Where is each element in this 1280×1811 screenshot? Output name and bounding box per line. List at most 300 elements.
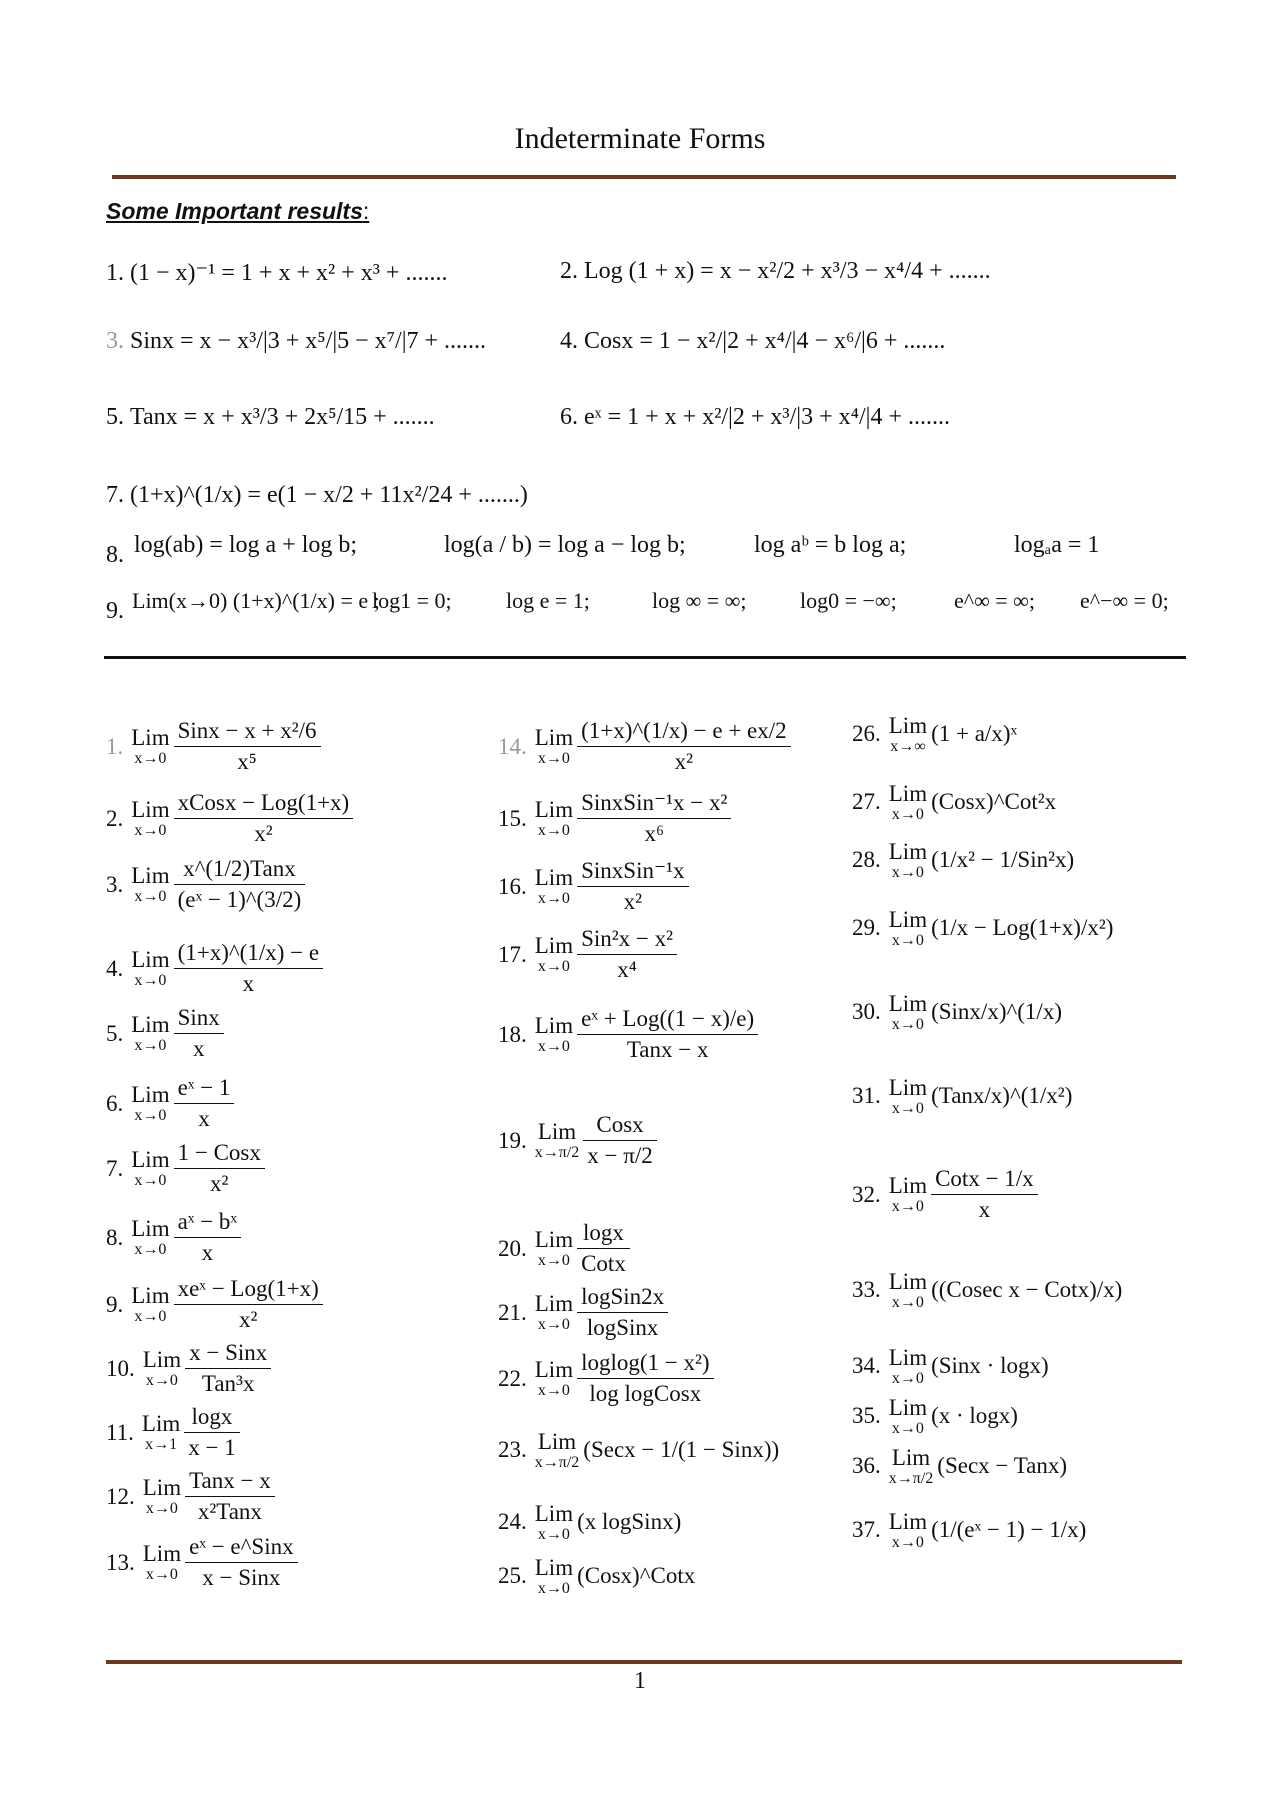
limit-approach: x→0 bbox=[145, 1500, 178, 1518]
limit-word: Lim bbox=[888, 781, 928, 806]
limit-approach: x→π/2 bbox=[888, 1470, 934, 1487]
limit-fraction bbox=[577, 858, 688, 916]
problem-item bbox=[106, 940, 323, 998]
limit-operator bbox=[131, 1148, 169, 1189]
limit-word: Lim bbox=[888, 1269, 928, 1294]
result-number: 3. bbox=[106, 328, 124, 354]
limit-word: Lim bbox=[131, 1147, 170, 1173]
limit-operator bbox=[889, 1270, 927, 1311]
limit-fraction bbox=[577, 1220, 630, 1278]
problem-number: 3. bbox=[106, 871, 124, 897]
limit-word: Lim bbox=[131, 947, 170, 973]
limit-operator bbox=[889, 1396, 927, 1437]
limit-operator bbox=[535, 866, 573, 907]
limit-operator bbox=[131, 726, 169, 767]
problem-item bbox=[852, 1270, 1122, 1311]
limit-fraction bbox=[577, 1350, 713, 1408]
result-item bbox=[560, 328, 945, 355]
limit-fraction bbox=[577, 1006, 758, 1064]
fraction-denominator: Tan³x bbox=[201, 1371, 255, 1397]
problem-number: 16. bbox=[498, 873, 527, 899]
limit-operator bbox=[131, 1217, 169, 1258]
limit-operator bbox=[889, 714, 927, 755]
limit-approach: x→0 bbox=[145, 1372, 178, 1390]
problem-item bbox=[498, 790, 731, 848]
problem-number: 25. bbox=[498, 1563, 527, 1589]
limit-fraction bbox=[174, 790, 354, 848]
standard-limit: log0 = −∞; bbox=[800, 588, 897, 613]
limit-expression: (Tanx/x)^(1/x²) bbox=[931, 1083, 1073, 1109]
problem-number: 7. bbox=[106, 1155, 124, 1181]
limit-word: Lim bbox=[131, 1012, 170, 1038]
problem-item bbox=[106, 718, 321, 776]
result-item bbox=[560, 404, 950, 431]
limit-word: Lim bbox=[888, 991, 928, 1016]
problem-item bbox=[106, 1075, 234, 1133]
problem-number: 13. bbox=[106, 1549, 135, 1575]
limit-expression: ((Cosec x − Cotx)/x) bbox=[931, 1277, 1123, 1303]
result-expression: (1+x)^(1/x) = e(1 − x/2 + 11x²/24 + .......) bbox=[130, 482, 528, 508]
problem-number: 21. bbox=[498, 1299, 527, 1325]
limit-word: Lim bbox=[537, 1119, 577, 1145]
limit-operator bbox=[889, 1174, 927, 1215]
fraction-numerator: loglog(1 − x²) bbox=[577, 1350, 713, 1379]
limit-approach: x→0 bbox=[891, 1198, 924, 1216]
problem-number: 31. bbox=[852, 1083, 881, 1109]
limit-word: Lim bbox=[888, 1173, 928, 1199]
problem-number: 24. bbox=[498, 1509, 527, 1535]
fraction-numerator: logSin2x bbox=[577, 1284, 668, 1313]
limit-approach: x→0 bbox=[891, 1294, 924, 1311]
problem-item bbox=[852, 1510, 1086, 1551]
problem-number: 20. bbox=[498, 1235, 527, 1261]
page-number: 1 bbox=[634, 1668, 646, 1694]
section-heading-colon: : bbox=[362, 198, 370, 224]
log-identities-list bbox=[124, 532, 1144, 562]
log-identity: log(ab) = log a + log b; bbox=[134, 532, 358, 558]
limit-operator bbox=[889, 1076, 927, 1117]
problem-number: 11. bbox=[106, 1419, 134, 1445]
limit-approach: x→0 bbox=[145, 1566, 178, 1584]
problem-number: 34. bbox=[852, 1353, 881, 1379]
problem-number: 23. bbox=[498, 1437, 527, 1463]
fraction-numerator: SinxSin⁻¹x bbox=[577, 858, 688, 887]
limit-expression: (1 + a/x)ˣ bbox=[931, 721, 1018, 747]
fraction-numerator: (1+x)^(1/x) − e + ex/2 bbox=[577, 718, 791, 747]
footer-rule bbox=[106, 1660, 1182, 1664]
fraction-denominator: x⁴ bbox=[617, 957, 637, 983]
result-expression: Log (1 + x) = x − x²/2 + x³/3 − x⁴/4 + ....... bbox=[584, 258, 991, 284]
limit-operator bbox=[143, 1476, 181, 1517]
limit-approach: x→0 bbox=[134, 750, 167, 768]
problem-item bbox=[852, 714, 1017, 755]
limit-expression: (Cosx)^Cotx bbox=[577, 1563, 696, 1589]
page-title: Indeterminate Forms bbox=[514, 122, 766, 155]
problem-number: 28. bbox=[852, 847, 881, 873]
result-number: 4. bbox=[560, 328, 578, 354]
problem-number: 32. bbox=[852, 1181, 881, 1207]
problem-number: 29. bbox=[852, 915, 881, 941]
limit-word: Lim bbox=[131, 725, 170, 751]
limit-word: Lim bbox=[131, 863, 170, 889]
limit-expression: (1/(eˣ − 1) − 1/x) bbox=[931, 1517, 1087, 1543]
result-number: 8. bbox=[106, 542, 124, 568]
problem-item bbox=[498, 1112, 657, 1170]
fraction-denominator: x bbox=[242, 971, 255, 997]
fraction-numerator: Tanx − x bbox=[185, 1468, 275, 1497]
fraction-denominator: x⁶ bbox=[644, 821, 664, 847]
fraction-denominator: x² bbox=[623, 889, 642, 915]
result-expression: (1 − x)⁻¹ = 1 + x + x² + x³ + ....... bbox=[130, 260, 448, 286]
limit-word: Lim bbox=[888, 1075, 928, 1100]
limit-approach: x→0 bbox=[537, 750, 570, 768]
standard-limit: log e = 1; bbox=[506, 588, 590, 613]
problem-number: 36. bbox=[852, 1453, 881, 1479]
limit-word: Lim bbox=[888, 1395, 928, 1420]
fraction-numerator: x − Sinx bbox=[185, 1340, 271, 1369]
limit-approach: x→∞ bbox=[890, 738, 926, 755]
fraction-numerator: Sin²x − x² bbox=[577, 926, 677, 955]
limit-fraction bbox=[931, 1166, 1038, 1224]
problem-item bbox=[106, 1534, 298, 1592]
limit-operator bbox=[131, 1083, 169, 1124]
limit-fraction bbox=[174, 1209, 241, 1267]
limit-word: Lim bbox=[534, 725, 574, 751]
problem-item bbox=[852, 1396, 1018, 1437]
limit-approach: x→π/2 bbox=[534, 1144, 580, 1162]
limit-approach: x→0 bbox=[891, 1534, 924, 1551]
fraction-denominator: x² bbox=[254, 821, 273, 847]
standard-limit: log ∞ = ∞; bbox=[652, 588, 747, 613]
fraction-denominator: x − Sinx bbox=[202, 1565, 281, 1591]
problem-number: 8. bbox=[106, 1224, 124, 1250]
result-number: 7. bbox=[106, 482, 124, 508]
problem-number: 14. bbox=[498, 733, 527, 759]
problem-number: 15. bbox=[498, 805, 527, 831]
limit-operator bbox=[889, 1346, 927, 1387]
problem-number: 9. bbox=[106, 1291, 124, 1317]
limit-approach: x→0 bbox=[537, 1580, 570, 1597]
limit-approach: x→0 bbox=[134, 972, 167, 990]
limit-word: Lim bbox=[888, 1345, 928, 1370]
limit-fraction bbox=[577, 1284, 668, 1342]
limit-operator bbox=[535, 1014, 573, 1055]
limit-expression: (1/x² − 1/Sin²x) bbox=[931, 847, 1075, 873]
problem-number: 19. bbox=[498, 1127, 527, 1153]
result-item bbox=[106, 258, 447, 287]
result-expression: Sinx = x − x³/|3 + x⁵/|5 − x⁷/|7 + ....... bbox=[130, 328, 487, 354]
limit-operator bbox=[131, 1013, 169, 1054]
limit-approach: x→0 bbox=[134, 1308, 167, 1326]
limit-word: Lim bbox=[534, 865, 574, 891]
limit-operator bbox=[535, 1292, 573, 1333]
problem-number: 6. bbox=[106, 1090, 124, 1116]
log-identity: log aᵇ = b log a; bbox=[754, 532, 907, 558]
problem-item bbox=[106, 1140, 265, 1198]
limit-word: Lim bbox=[142, 1475, 182, 1501]
fraction-denominator: x bbox=[198, 1106, 210, 1132]
limit-expression: (Cosx)^Cot²x bbox=[931, 789, 1057, 815]
problem-number: 12. bbox=[106, 1483, 135, 1509]
problem-number: 10. bbox=[106, 1355, 135, 1381]
result-expression: Cosx = 1 − x²/|2 + x⁴/|4 − x⁶/|6 + ....... bbox=[584, 328, 946, 354]
limit-word: Lim bbox=[534, 1227, 574, 1253]
limit-operator bbox=[131, 798, 169, 839]
limit-operator bbox=[143, 1348, 181, 1389]
limit-fraction bbox=[577, 790, 731, 848]
section-divider bbox=[104, 656, 1186, 659]
limit-operator bbox=[535, 1228, 573, 1269]
problem-item bbox=[498, 1284, 668, 1342]
problem-item bbox=[106, 1209, 241, 1267]
result-number: 2. bbox=[560, 258, 578, 284]
limit-fraction bbox=[185, 1468, 275, 1526]
limit-approach: x→0 bbox=[891, 1100, 924, 1117]
limit-operator bbox=[889, 782, 927, 823]
limit-word: Lim bbox=[131, 1283, 170, 1309]
fraction-numerator: SinxSin⁻¹x − x² bbox=[577, 790, 731, 819]
problem-item bbox=[498, 1502, 681, 1543]
fraction-denominator: x⁵ bbox=[237, 749, 257, 775]
problem-number: 1. bbox=[106, 733, 124, 759]
limit-approach: x→0 bbox=[891, 932, 924, 949]
standard-limit: Lim(x→0) (1+x)^(1/x) = e ; bbox=[132, 588, 380, 613]
limit-approach: x→π/2 bbox=[534, 1454, 580, 1471]
limit-operator bbox=[535, 1556, 573, 1597]
fraction-denominator: logSinx bbox=[586, 1315, 659, 1341]
limit-approach: x→0 bbox=[537, 1526, 570, 1543]
limit-operator bbox=[889, 840, 927, 881]
problem-number: 30. bbox=[852, 999, 881, 1025]
fraction-denominator: log logCosx bbox=[589, 1381, 702, 1407]
fraction-denominator: x bbox=[978, 1197, 991, 1223]
fraction-numerator: logx bbox=[577, 1220, 630, 1249]
limit-expression: (x logSinx) bbox=[577, 1509, 682, 1535]
limit-word: Lim bbox=[888, 907, 928, 932]
fraction-numerator: xCosx − Log(1+x) bbox=[174, 790, 354, 819]
limit-operator bbox=[535, 934, 573, 975]
fraction-numerator: Sinx − x + x²/6 bbox=[174, 718, 321, 747]
limit-word: Lim bbox=[537, 1429, 577, 1454]
problem-item bbox=[852, 1166, 1038, 1224]
limit-approach: x→0 bbox=[537, 1038, 570, 1056]
limit-word: Lim bbox=[131, 1216, 170, 1242]
result-item bbox=[560, 258, 991, 285]
result-expression: eˣ = 1 + x + x²/|2 + x³/|3 + x⁴/|4 + ....... bbox=[584, 404, 950, 430]
problem-item bbox=[106, 1276, 323, 1334]
limit-expression: (x · logx) bbox=[931, 1403, 1018, 1429]
problem-item bbox=[106, 790, 353, 848]
result-item bbox=[106, 404, 435, 431]
limit-expression: (Secx − 1/(1 − Sinx)) bbox=[583, 1437, 780, 1463]
standard-limit: e^−∞ = 0; bbox=[1080, 588, 1169, 613]
fraction-numerator: eˣ − e^Sinx bbox=[185, 1534, 298, 1563]
fraction-numerator: xeˣ − Log(1+x) bbox=[174, 1276, 323, 1305]
limit-word: Lim bbox=[888, 713, 928, 738]
problem-item bbox=[106, 1340, 271, 1398]
fraction-numerator: (1+x)^(1/x) − e bbox=[174, 940, 323, 969]
limit-word: Lim bbox=[534, 1291, 574, 1317]
limit-word: Lim bbox=[142, 1541, 182, 1567]
problem-number: 33. bbox=[852, 1277, 881, 1303]
limit-fraction bbox=[174, 1005, 224, 1063]
problem-item bbox=[498, 858, 689, 916]
fraction-numerator: aˣ − bˣ bbox=[174, 1209, 241, 1238]
fraction-denominator: x − π/2 bbox=[587, 1143, 653, 1169]
limit-word: Lim bbox=[534, 933, 574, 959]
result-expression: Tanx = x + x³/3 + 2x⁵/15 + ....... bbox=[130, 404, 435, 430]
problem-item bbox=[498, 1556, 695, 1597]
log-identities-row bbox=[106, 532, 1144, 569]
limit-approach: x→0 bbox=[891, 1370, 924, 1387]
problem-item bbox=[852, 1346, 1049, 1387]
limit-operator bbox=[535, 1358, 573, 1399]
limit-operator bbox=[131, 948, 169, 989]
limit-word: Lim bbox=[131, 1082, 170, 1108]
limit-approach: x→0 bbox=[537, 1316, 570, 1334]
limit-approach: x→0 bbox=[134, 888, 167, 906]
problem-number: 26. bbox=[852, 721, 881, 747]
result-number: 6. bbox=[560, 404, 578, 430]
fraction-denominator: x² bbox=[210, 1171, 229, 1197]
limit-approach: x→0 bbox=[134, 822, 167, 840]
limit-word: Lim bbox=[534, 1013, 574, 1039]
problem-item bbox=[498, 1350, 714, 1408]
limit-word: Lim bbox=[534, 1555, 574, 1580]
problem-number: 37. bbox=[852, 1517, 881, 1543]
problem-number: 27. bbox=[852, 789, 881, 815]
limit-word: Lim bbox=[141, 1411, 181, 1437]
problem-number: 4. bbox=[106, 955, 124, 981]
problem-item bbox=[852, 840, 1074, 881]
limit-approach: x→0 bbox=[537, 1252, 570, 1270]
fraction-numerator: eˣ − 1 bbox=[174, 1075, 235, 1104]
limit-operator bbox=[889, 908, 927, 949]
header-rule bbox=[112, 175, 1176, 179]
problem-item bbox=[852, 908, 1113, 949]
limit-approach: x→0 bbox=[537, 958, 570, 976]
fraction-numerator: Cosx bbox=[583, 1112, 656, 1141]
fraction-numerator: x^(1/2)Tanx bbox=[174, 856, 306, 885]
limit-approach: x→1 bbox=[145, 1436, 178, 1454]
limit-operator bbox=[131, 864, 169, 905]
problem-item bbox=[852, 1076, 1072, 1117]
problem-item bbox=[498, 1006, 758, 1064]
fraction-denominator: x − 1 bbox=[188, 1435, 236, 1461]
limit-approach: x→0 bbox=[537, 822, 570, 840]
limit-fraction bbox=[583, 1112, 656, 1170]
fraction-denominator: Cotx bbox=[581, 1251, 626, 1277]
limit-approach: x→0 bbox=[891, 864, 924, 881]
limit-approach: x→0 bbox=[537, 1382, 570, 1400]
limit-operator bbox=[535, 1502, 573, 1543]
limit-approach: x→0 bbox=[134, 1037, 167, 1055]
result-number: 9. bbox=[106, 598, 124, 624]
fraction-numerator: Sinx bbox=[174, 1005, 224, 1034]
fraction-denominator: Tanx − x bbox=[626, 1037, 709, 1063]
standard-limits-list bbox=[124, 588, 1169, 618]
problem-number: 17. bbox=[498, 941, 527, 967]
limit-approach: x→0 bbox=[134, 1172, 167, 1190]
limit-operator bbox=[131, 1284, 169, 1325]
limit-word: Lim bbox=[142, 1347, 182, 1373]
limit-word: Lim bbox=[131, 797, 170, 823]
limit-expression: (Secx − Tanx) bbox=[937, 1453, 1068, 1479]
limit-operator bbox=[535, 1430, 580, 1471]
standard-limit: e^∞ = ∞; bbox=[954, 588, 1035, 613]
standard-limit: log1 = 0; bbox=[372, 588, 452, 613]
limit-operator bbox=[535, 726, 573, 767]
limit-expression: (Sinx/x)^(1/x) bbox=[931, 999, 1062, 1025]
problem-number: 18. bbox=[498, 1021, 527, 1047]
limit-fraction bbox=[185, 1340, 271, 1398]
limit-approach: x→0 bbox=[537, 890, 570, 908]
problem-item bbox=[852, 1446, 1067, 1487]
problem-number: 22. bbox=[498, 1365, 527, 1391]
problem-item bbox=[498, 926, 677, 984]
log-identity: logₐa = 1 bbox=[1014, 532, 1100, 558]
fraction-denominator: x bbox=[192, 1036, 205, 1062]
limit-fraction bbox=[185, 1534, 298, 1592]
limit-operator bbox=[535, 1120, 580, 1161]
limit-fraction bbox=[174, 1140, 265, 1198]
limit-word: Lim bbox=[534, 1501, 574, 1526]
problem-item bbox=[106, 1005, 224, 1063]
section-heading-text: Some Important results bbox=[106, 198, 363, 224]
problem-item bbox=[106, 1468, 275, 1526]
limit-word: Lim bbox=[888, 839, 928, 864]
limit-word: Lim bbox=[534, 1357, 574, 1383]
limit-operator bbox=[535, 798, 573, 839]
limit-fraction bbox=[174, 1075, 235, 1133]
fraction-denominator: x² bbox=[238, 1307, 258, 1333]
problem-number: 35. bbox=[852, 1403, 881, 1429]
log-identity: log(a / b) = log a − log b; bbox=[444, 532, 686, 558]
result-number: 1. bbox=[106, 260, 124, 286]
standard-limits-row bbox=[106, 588, 1169, 625]
limit-operator bbox=[889, 992, 927, 1033]
problem-number: 5. bbox=[106, 1020, 124, 1046]
fraction-numerator: Cotx − 1/x bbox=[931, 1166, 1038, 1195]
limit-fraction bbox=[577, 926, 677, 984]
limit-approach: x→0 bbox=[891, 1016, 924, 1033]
limit-fraction bbox=[184, 1404, 239, 1462]
limit-approach: x→0 bbox=[134, 1241, 167, 1259]
limit-word: Lim bbox=[888, 1509, 928, 1534]
limit-expression: (1/x − Log(1+x)/x²) bbox=[931, 915, 1114, 941]
result-item bbox=[106, 328, 486, 355]
fraction-numerator: logx bbox=[184, 1404, 239, 1433]
problem-item bbox=[106, 1404, 240, 1462]
fraction-denominator: x² bbox=[674, 749, 694, 775]
limit-word: Lim bbox=[891, 1445, 931, 1470]
section-heading bbox=[106, 198, 369, 225]
problem-item bbox=[498, 718, 791, 776]
limit-expression: (Sinx · logx) bbox=[931, 1353, 1049, 1379]
limit-fraction bbox=[174, 856, 306, 914]
limit-operator bbox=[889, 1510, 927, 1551]
limit-approach: x→0 bbox=[891, 806, 924, 823]
result-number: 5. bbox=[106, 404, 124, 430]
problem-item bbox=[498, 1220, 630, 1278]
fraction-numerator: 1 − Cosx bbox=[174, 1140, 265, 1169]
problem-item bbox=[852, 782, 1056, 823]
limit-approach: x→0 bbox=[891, 1420, 924, 1437]
limit-approach: x→0 bbox=[134, 1107, 167, 1125]
limit-operator bbox=[143, 1542, 181, 1583]
limit-fraction bbox=[174, 940, 323, 998]
problem-item bbox=[106, 856, 305, 914]
